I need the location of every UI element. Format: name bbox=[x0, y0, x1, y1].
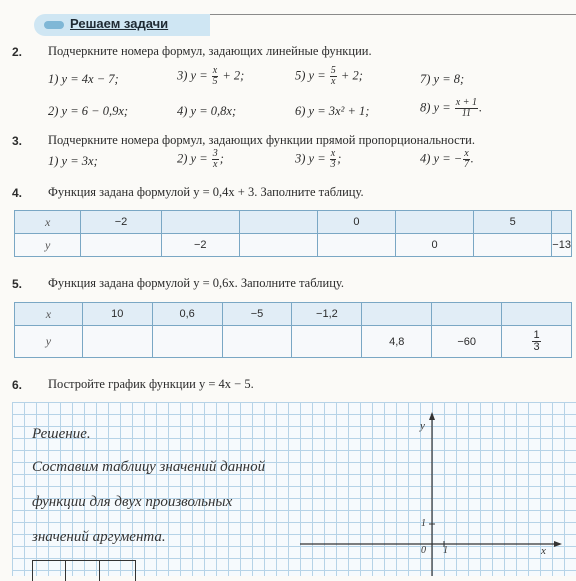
table-cell[interactable] bbox=[161, 211, 239, 234]
axis-y-label: y bbox=[420, 420, 425, 432]
table-cell[interactable] bbox=[239, 211, 317, 234]
table-cell: 10 bbox=[82, 303, 152, 326]
solution-line: Составим таблицу значений данной bbox=[32, 459, 266, 475]
table-cell[interactable] bbox=[222, 326, 292, 358]
task3-number: 3. bbox=[12, 134, 23, 148]
table-cell[interactable] bbox=[502, 303, 572, 326]
coordinate-axes bbox=[300, 410, 576, 576]
task4-text: Функция задана формулой y = 0,4x + 3. Заполните таблицу. bbox=[48, 185, 364, 199]
table-cell: −13 bbox=[552, 234, 572, 257]
task3-item-1: 1) y = 3x; bbox=[48, 154, 98, 168]
task2-item-5: 5) y = $\frac{5}{x}$ + 2; bbox=[295, 65, 363, 87]
task5-number: 5. bbox=[12, 277, 23, 291]
unit-x-label: 1 bbox=[443, 545, 448, 556]
table-cell: −2 bbox=[81, 211, 161, 234]
task2-item-7: 7) y = 8; bbox=[420, 72, 465, 86]
task2-item-6: 6) y = 3x² + 1; bbox=[295, 104, 370, 118]
table-cell[interactable] bbox=[396, 211, 474, 234]
section-title: Решаем задачи bbox=[70, 16, 169, 31]
task5-table bbox=[14, 302, 572, 358]
unit-y-label: 1 bbox=[421, 518, 426, 529]
task2-item-2: 2) y = 6 − 0,9x; bbox=[48, 104, 129, 118]
table-cell: 0,6 bbox=[152, 303, 222, 326]
task4-table bbox=[14, 210, 572, 257]
table-cell: x bbox=[15, 211, 81, 234]
task6-number: 6. bbox=[12, 378, 23, 392]
task4-number: 4. bbox=[12, 186, 23, 200]
task6-text: Постройте график функции y = 4x − 5. bbox=[48, 377, 254, 391]
table-cell: 5 bbox=[474, 211, 552, 234]
task3-item-2: 2) y = $\frac{3}{x}$ ; bbox=[177, 148, 224, 170]
table-cell: x bbox=[15, 303, 83, 326]
table-cell[interactable] bbox=[474, 234, 552, 257]
table-cell: 0 bbox=[317, 211, 395, 234]
table-cell[interactable] bbox=[317, 234, 395, 257]
table-cell[interactable] bbox=[82, 326, 152, 358]
table-cell[interactable] bbox=[362, 303, 432, 326]
table-cell: $\frac{1}{3}$ bbox=[502, 326, 572, 358]
task5-text: Функция задана формулой y = 0,6x. Заполните таблицу. bbox=[48, 276, 345, 290]
table-cell[interactable] bbox=[432, 303, 502, 326]
table-cell: 4,8 bbox=[362, 326, 432, 358]
task2-item-8: 8) y = $\frac{x + 1}{11}$ . bbox=[420, 97, 483, 119]
solution-line: Решение. bbox=[32, 426, 91, 442]
axis-x-label: x bbox=[541, 545, 546, 557]
task2-item-3: 3) y = $\frac{x}{5}$ + 2; bbox=[177, 65, 245, 87]
table-cell: −2 bbox=[161, 234, 239, 257]
table-cell: −60 bbox=[432, 326, 502, 358]
table-cell[interactable] bbox=[552, 211, 572, 234]
task3-item-3: 3) y = $\frac{x}{3}$ ; bbox=[295, 148, 342, 170]
task2-item-1: 1) y = 4x − 7; bbox=[48, 72, 119, 86]
table-cell: −1,2 bbox=[292, 303, 362, 326]
solution-line: значений аргумента. bbox=[32, 529, 166, 545]
origin-label: 0 bbox=[421, 545, 426, 556]
table-cell[interactable] bbox=[152, 326, 222, 358]
task3-item-4: 4) y = − $\frac{x}{7}$ . bbox=[420, 148, 474, 170]
table-cell[interactable] bbox=[81, 234, 161, 257]
task2-text: Подчеркните номера формул, задающих линейные функции. bbox=[48, 44, 372, 58]
solution-line: функции для двух произвольных bbox=[32, 494, 233, 510]
task3-text: Подчеркните номера формул, задающих функции прямой пропорциональности. bbox=[48, 133, 475, 147]
table-cell[interactable] bbox=[292, 326, 362, 358]
solution-table bbox=[32, 560, 136, 581]
table-cell[interactable] bbox=[239, 234, 317, 257]
header-rule bbox=[210, 14, 576, 15]
table-cell: 0 bbox=[396, 234, 474, 257]
task2-item-4: 4) y = 0,8x; bbox=[177, 104, 237, 118]
table-cell: y bbox=[15, 326, 83, 358]
table-cell: −5 bbox=[222, 303, 292, 326]
task2-number: 2. bbox=[12, 45, 23, 59]
table-cell: y bbox=[15, 234, 81, 257]
